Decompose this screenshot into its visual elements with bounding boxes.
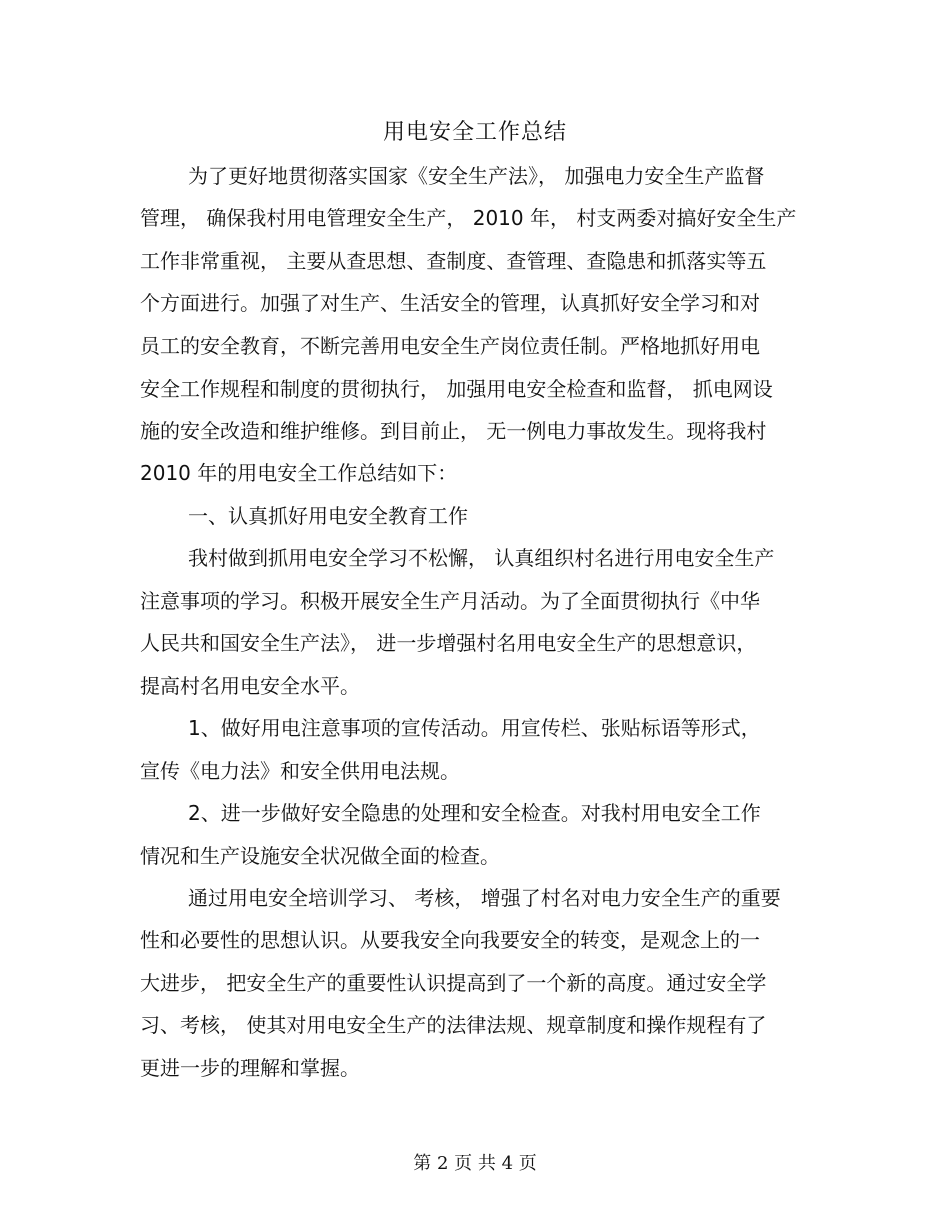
paragraph-line: 管理， 确保我村用电管理安全生产， 2010 年， 村支两委对搞好安全生产 xyxy=(140,206,797,230)
page-number-footer: 第 2 页 共 4 页 xyxy=(413,1153,537,1174)
paragraph-line: 员工的安全教育，不断完善用电安全生产岗位责任制。严格地抓好用电 xyxy=(140,334,760,358)
paragraph-line: 为了更好地贯彻落实国家《安全生产法》， 加强电力安全生产监督 xyxy=(188,164,765,188)
list-item-line: 情况和生产设施安全状况做全面的检查。 xyxy=(140,844,500,868)
list-item-line: 2、进一步做好安全隐患的处理和安全检查。对我村用电安全工作 xyxy=(188,801,761,825)
paragraph-line: 2010 年的用电安全工作总结如下： xyxy=(140,461,458,485)
paragraph-line: 我村做到抓用电安全学习不松懈， 认真组织村名进行用电安全生产 xyxy=(188,546,775,570)
paragraph-line: 习、考核， 使其对用电安全生产的法律法规、规章制度和操作规程有了 xyxy=(140,1013,767,1037)
list-item-line: 1、做好用电注意事项的宣传活动。用宣传栏、张贴标语等形式， xyxy=(188,716,761,740)
paragraph-line: 通过用电安全培训学习、 考核， 增强了村名对电力安全生产的重要 xyxy=(188,886,781,910)
paragraph-line: 性和必要性的思想认识。从要我安全向我要安全的转变，是观念上的一 xyxy=(140,928,760,952)
paragraph-line: 安全工作规程和制度的贯彻执行， 加强用电安全检查和监督， 抓电网设 xyxy=(140,377,773,401)
document-title: 用电安全工作总结 xyxy=(382,120,567,145)
paragraph-line: 注意事项的学习。积极开展安全生产月活动。为了全面贯彻执行《中华 xyxy=(140,589,760,613)
paragraph-line: 施的安全改造和维护维修。到目前止， 无一例电力事故发生。现将我村 xyxy=(140,419,767,443)
paragraph-line: 大进步， 把安全生产的重要性认识提高到了一个新的高度。通过安全学 xyxy=(140,971,767,995)
paragraph-line: 提高村名用电安全水平。 xyxy=(140,674,360,698)
list-item-line: 宣传《电力法》和安全供用电法规。 xyxy=(140,759,460,783)
paragraph-line: 个方面进行。加强了对生产、生活安全的管理，认真抓好安全学习和对 xyxy=(140,291,760,315)
section-heading: 一、认真抓好用电安全教育工作 xyxy=(188,504,468,528)
paragraph-line: 人民共和国安全生产法》， 进一步增强村名用电安全生产的思想意识， xyxy=(140,631,757,655)
paragraph-line: 工作非常重视， 主要从查思想、查制度、查管理、查隐患和抓落实等五 xyxy=(140,249,767,273)
paragraph-line: 更进一步的理解和掌握。 xyxy=(140,1056,360,1080)
